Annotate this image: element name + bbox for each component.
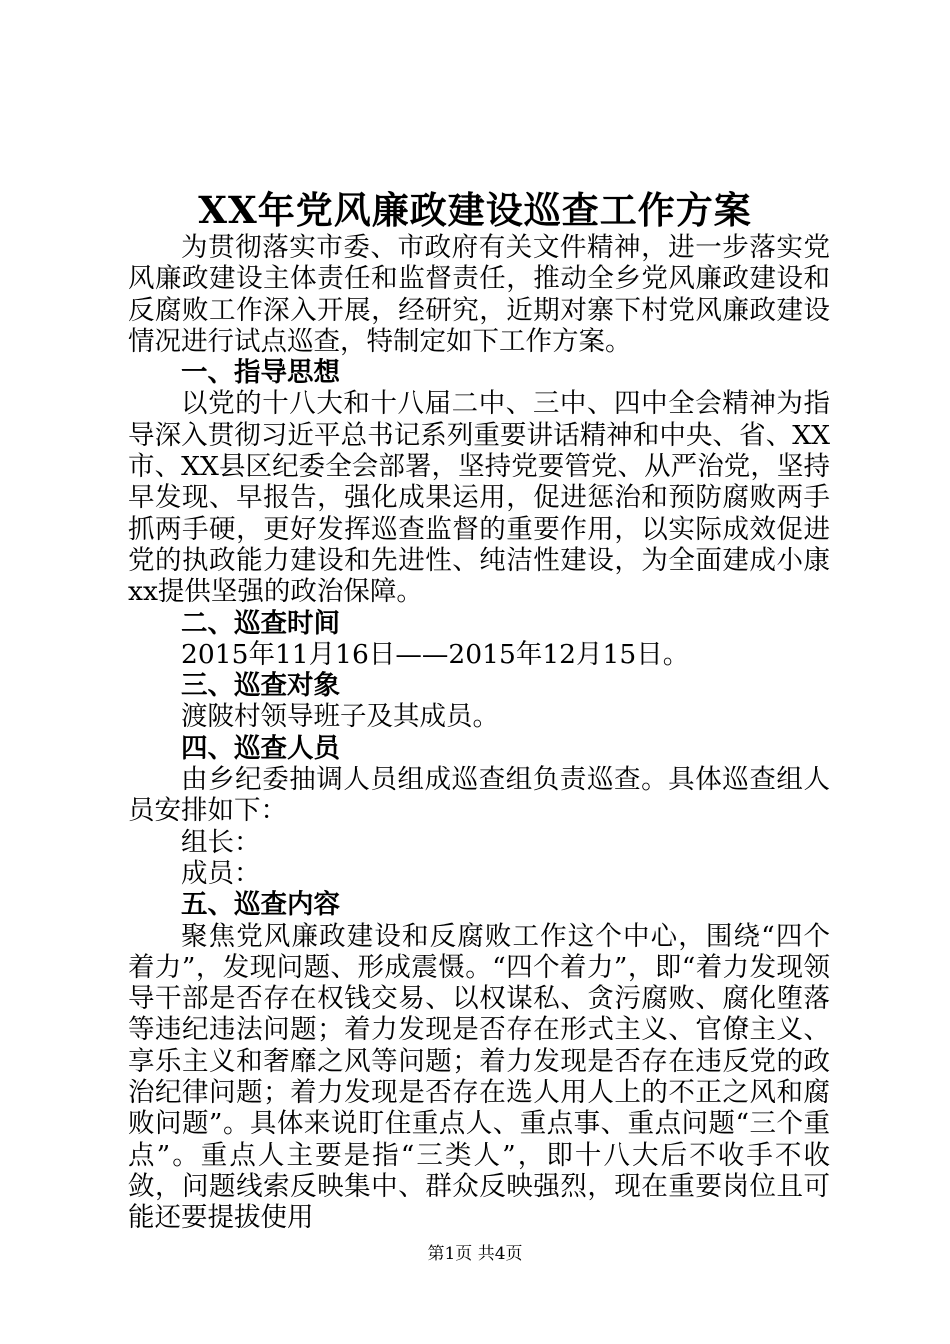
paragraph-team-leader: 组长： — [181, 826, 261, 858]
paragraph-inspection-time: 2015年11月16日——2015年12月15日。 — [181, 638, 690, 670]
paragraph-inspection-target: 渡陂村领导班子及其成员。 — [181, 701, 499, 733]
paragraph-inspection-staff: 由乡纪委抽调人员组成巡查组负责巡查。具体巡查组人员安排如下： — [128, 764, 830, 827]
page-number-footer: 第1页 共4页 — [427, 1244, 523, 1264]
document-body — [128, 232, 830, 1234]
paragraph-inspection-content: 聚焦党风廉政建设和反腐败工作这个中心，围绕“四个着力”，发现问题、形成震慑。“四个着力”，即“着力发现领导干部是否存在权钱交易、以权谋私、贪污腐败、腐化堕落等违纪违法问题；着力发现是否存在形式主义、官僚主义、享乐主义和奢靡之风等问题；着力发现是否存在违反党的政治纪律问题；着力发现是否存在选人用人上的不正之风和腐败问题”。具体来说盯住重点人、重点事、重点问题“三个重点”。重点人主要是指“三类人”，即十八大后不收手不收敛，问题线索反映集中、群众反映强烈，现在重要岗位且可能还要提拔使用 — [128, 920, 830, 1234]
paragraph-team-members: 成员： — [181, 857, 261, 889]
section-heading-guiding-ideology: 一、指导思想 — [181, 357, 340, 389]
section-heading-inspection-staff: 四、巡查人员 — [181, 732, 340, 764]
section-heading-inspection-target: 三、巡查对象 — [181, 670, 340, 702]
section-heading-inspection-time: 二、巡查时间 — [181, 607, 340, 639]
section-heading-inspection-content: 五、巡查内容 — [181, 889, 340, 921]
paragraph-intro: 为贯彻落实市委、市政府有关文件精神，进一步落实党风廉政建设主体责任和监督责任，推动全乡党风廉政建设和反腐败工作深入开展，经研究，近期对寨下村党风廉政建设情况进行试点巡查，特制定如下工作方案。 — [128, 232, 830, 357]
paragraph-guiding-ideology: 以党的十八大和十八届二中、三中、四中全会精神为指导深入贯彻习近平总书记系列重要讲话精神和中央、省、XX市、XX县区纪委全会部署，坚持党要管党、从严治党，坚持早发现、早报告，强化成果运用，促进惩治和预防腐败两手抓两手硬，更好发挥巡查监督的重要作用，以实际成效促进党的执政能力建设和先进性、纯洁性建设，为全面建成小康xx提供坚强的政治保障。 — [128, 388, 830, 608]
page-title: XX年党风廉政建设巡查工作方案 — [198, 188, 752, 232]
